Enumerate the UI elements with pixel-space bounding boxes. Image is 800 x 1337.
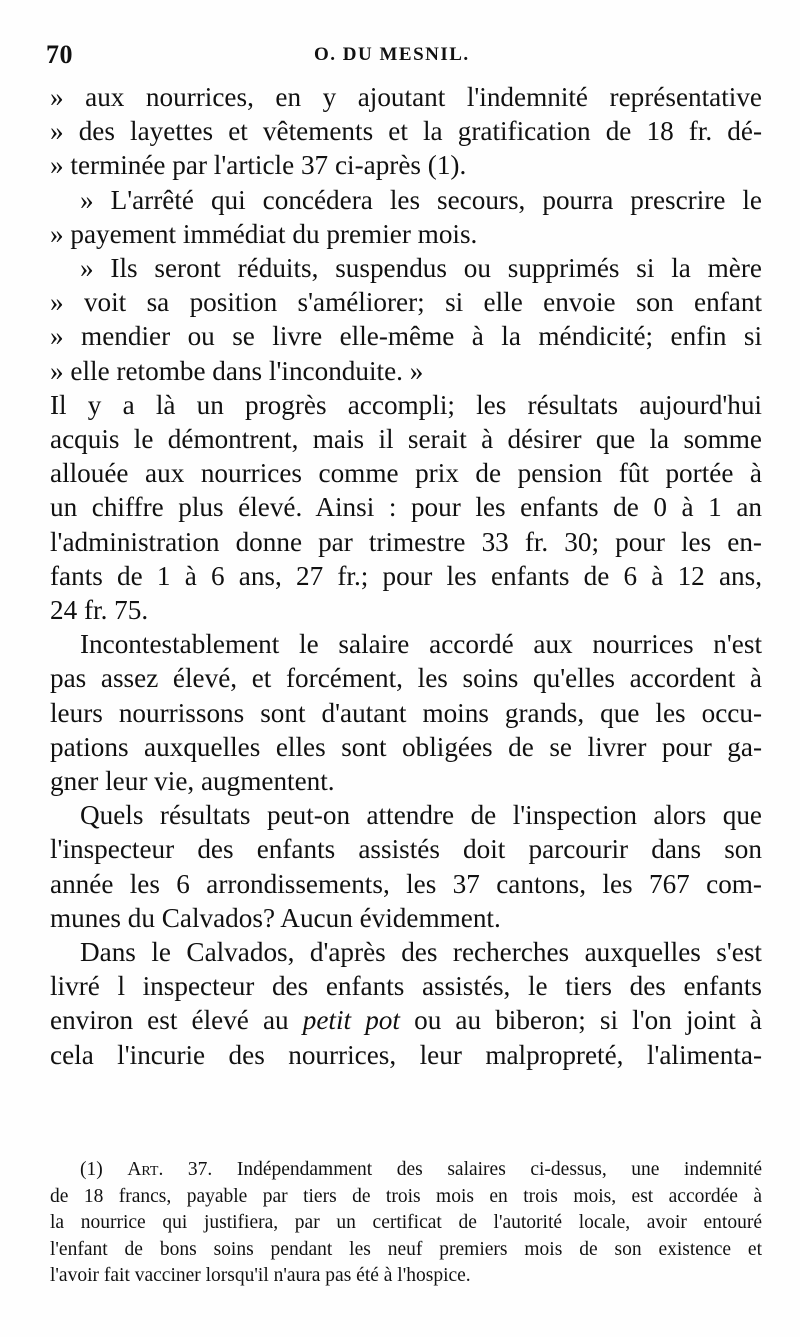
text-line: » voit sa position s'améliorer; si elle envoie son enfant [50, 287, 762, 318]
footnote-article-label: Art. 37. [127, 1159, 213, 1180]
text-line: cela l'incurie des nourrices, leur malpropreté, l'alimenta- [50, 1039, 762, 1070]
footnote-line: la nourrice qui justifiera, par un certificat de l'autorité locale, avoir entouré [50, 1212, 762, 1234]
text-line: fants de 1 à 6 ans, 27 fr.; pour les enfants de 6 à 12 ans, [50, 560, 762, 591]
text-line: pas assez élevé, et forcément, les soins qu'elles accordent à [50, 663, 762, 694]
text-line: l'administration donne par trimestre 33 fr. 30; pour les en- [50, 526, 762, 557]
footnote-line: de 18 francs, payable par tiers de trois mois en trois mois, est accordée à [50, 1185, 762, 1207]
text-line: acquis le démontrent, mais il serait à désirer que la somme [50, 424, 762, 455]
text-line: » mendier ou se livre elle-même à la méndicité; enfin si [50, 321, 762, 352]
text-line: allouée aux nourrices comme prix de pension fût portée à [50, 458, 762, 489]
text-line: gner leur vie, augmentent. [50, 766, 335, 797]
text-line: » elle retombe dans l'inconduite. » [50, 355, 424, 386]
italic-term: petit pot [302, 1005, 400, 1036]
text-line: » payement immédiat du premier mois. [50, 218, 478, 249]
text-line: un chiffre plus élevé. Ainsi : pour les enfants de 0 à 1 an [50, 492, 762, 523]
paragraph-progress [50, 388, 762, 627]
text-line: Incontestablement le salaire accordé aux nourrices n'est [80, 629, 762, 660]
page-number: 70 [46, 40, 73, 69]
footnote-line [50, 1157, 762, 1184]
text-line: pations auxquelles elles sont obligées de se livrer pour ga- [50, 731, 762, 762]
paragraph-quote-1 [50, 80, 762, 183]
paragraph-salary [50, 627, 762, 798]
text-line: 24 fr. 75. [50, 595, 149, 626]
text-line: Il y a là un progrès accompli; les résultats aujourd'hui [50, 389, 762, 420]
page-header [46, 40, 758, 70]
paragraph-quote-2 [50, 183, 762, 251]
text-segment: environ est élevé au [50, 1005, 303, 1036]
text-line: année les 6 arrondissements, les 37 cantons, les 767 com- [50, 868, 762, 899]
body-text [50, 80, 762, 1072]
text-segment: Indépendamment des salaires ci-dessus, une indemnité [212, 1159, 762, 1180]
text-line: Quels résultats peut-on attendre de l'inspection alors que [80, 800, 762, 831]
footnote-line: l'avoir fait vacciner lorsqu'il n'aura pas été à l'hospice. [50, 1265, 471, 1287]
paragraph-calvados [50, 935, 762, 1072]
text-line: munes du Calvados? Aucun évidemment. [50, 902, 501, 933]
text-line: Dans le Calvados, d'après des recherches auxquelles s'est [80, 937, 762, 968]
footnote-marker: (1) [80, 1159, 128, 1180]
paragraph-inspection [50, 798, 762, 935]
text-line-with-italic [50, 1003, 762, 1037]
text-line: » terminée par l'article 37 ci-après (1). [50, 150, 467, 181]
footnote-line: l'enfant de bons soins pendant les neuf premiers mois de son existence et [50, 1238, 762, 1260]
text-line: » des layettes et vêtements et la gratification de 18 fr. dé- [50, 116, 762, 147]
text-line: » Ils seront réduits, suspendus ou supprimés si la mère [80, 253, 762, 284]
text-line: » L'arrêté qui concédera les secours, pourra prescrire le [80, 184, 762, 215]
running-head: O. DU MESNIL. [314, 44, 470, 65]
footnote [50, 1157, 762, 1290]
text-line: leurs nourrissons sont d'autant moins grands, que les occu- [50, 697, 762, 728]
text-line: l'inspecteur des enfants assistés doit parcourir dans son [50, 834, 762, 865]
text-line: livré l inspecteur des enfants assistés, le tiers des enfants [50, 971, 762, 1002]
paragraph-quote-3 [50, 251, 762, 388]
text-line: » aux nourrices, en y ajoutant l'indemnité représentative [50, 82, 762, 112]
text-segment: ou au biberon; si l'on joint à [399, 1005, 762, 1036]
